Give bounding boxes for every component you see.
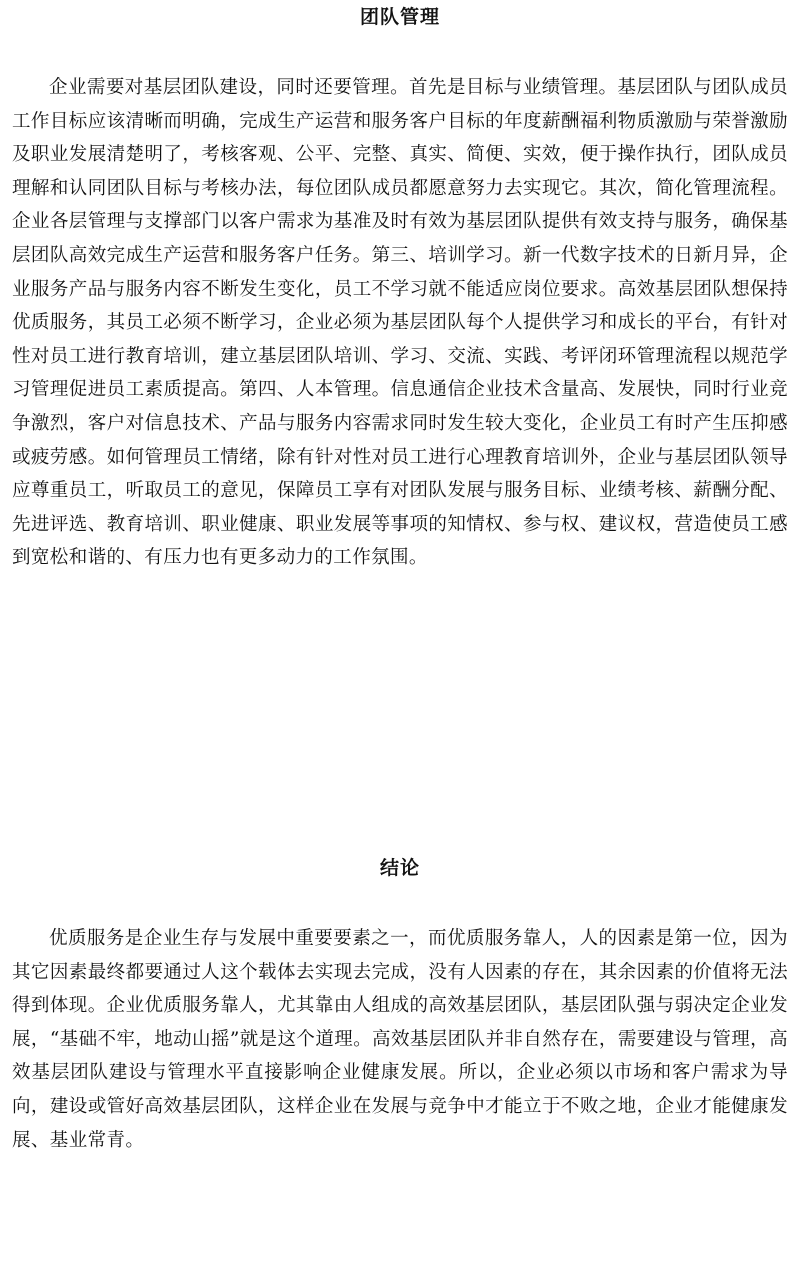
section-heading-conclusion: 结论: [379, 857, 420, 879]
section-paragraph-conclusion: 优质服务是企业生存与发展中重要要素之一，而优质服务靠人，人的因素是第一位，因为其它因素最终都要通过人这个载体去实现去完成，没有人因素的存在，其余因素的价值将无法得到体现。企业优质服务靠人，尤其靠由人组成的高效基层团队，基层团队强与弱决定企业发展，“基础不牢，地动山摇”就是这个道理。高效基层团队并非自然存在，需要建设与管理，高效基层团队建设与管理水平直接影响企业健康发展。所以，企业必须以市场和客户需求为导向，建设或管好高效基层团队，这样企业在发展与竞争中才能立于不败之地，企业才能健康发展、基业常青。: [12, 928, 788, 1151]
section-paragraph-team-management: 企业需要对基层团队建设，同时还要管理。首先是目标与业绩管理。基层团队与团队成员工作目标应该清晰而明确，完成生产运营和服务客户目标的年度薪酬福利物质激励与荣誉激励及职业发展清楚明了，考核客观、公平、完整、真实、简便、实效，便于操作执行，团队成员理解和认同团队目标与考核办法，每位团队成员都愿意努力去实现它。其次，简化管理流程。企业各层管理与支撑部门以客户需求为基准及时有效为基层团队提供有效支持与服务，确保基层团队高效完成生产运营和服务客户任务。第三、培训学习。新一代数字技术的日新月异，企业服务产品与服务内容不断发生变化，员工不学习就不能适应岗位要求。高效基层团队想保持优质服务，其员工必须不断学习，企业必须为基层团队每个人提供学习和成长的平台，有针对性对员工进行教育培训，建立基层团队培训、学习、交流、实践、考评闭环管理流程以规范学习管理促进员工素质提高。第四、人本管理。信息通信企业技术含量高、发展快，同时行业竞争激烈，客户对信息技术、产品与服务内容需求同时发生较大变化，企业员工有时产生压抑感或疲劳感。如何管理员工情绪，除有针对性对员工进行心理教育培训外，企业与基层团队领导应尊重员工，听取员工的意见，保障员工享有对团队发展与服务目标、业绩考核、薪酬分配、先进评选、教育培训、职业健康、职业发展等事项的知情权、参与权、建议权，营造使员工感到宽松和谐的、有压力也有更多动力的工作氛围。: [12, 77, 788, 569]
section-heading-team-management: 团队管理: [359, 6, 440, 28]
